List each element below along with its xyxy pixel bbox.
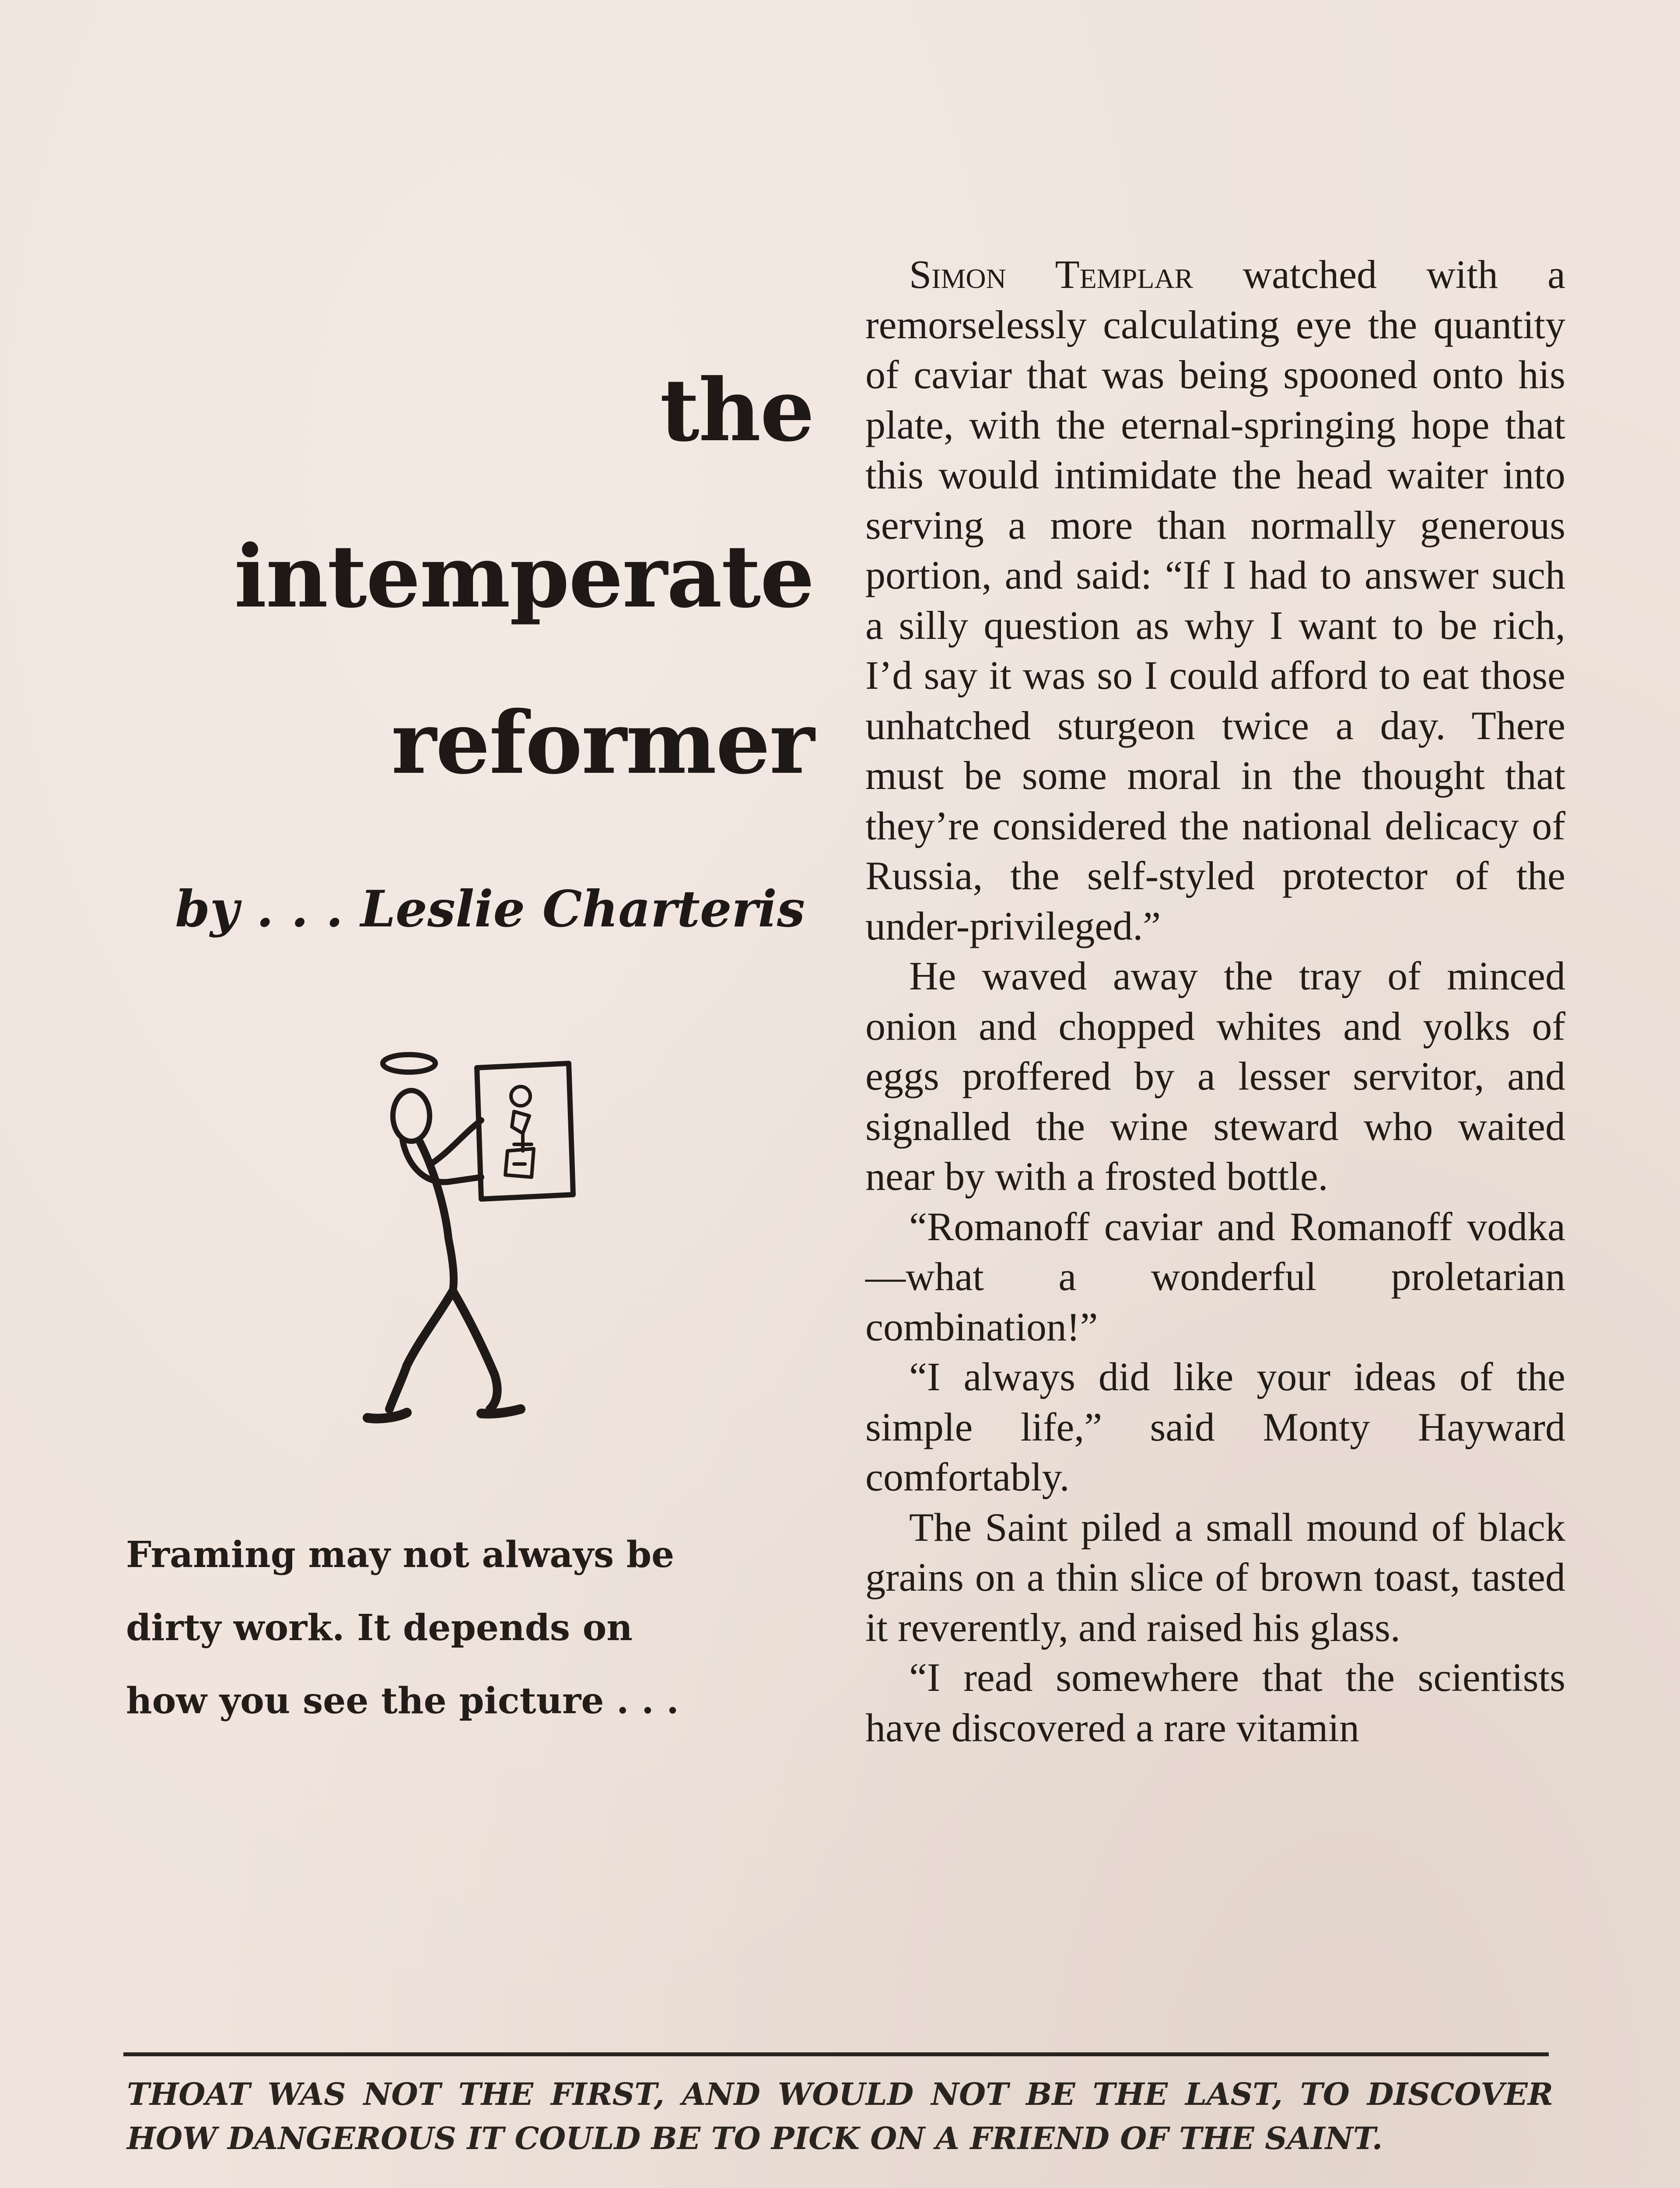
opening-smallcaps: Simon Templar (909, 252, 1194, 297)
story-paragraph: “Romanoff caviar and Romanoff vodka—what a wonderful proletarian combination!” (865, 1204, 1565, 1349)
blurb-footnote: THOAT WAS NOT THE FIRST, AND WOULD NOT BE THE LAST, TO DISCOVER HOW DANGEROUS IT COULD BE TO PICK ON A FRIEND OF THE SAINT. (127, 2076, 1553, 2156)
title-line-intemperate: intemperate (234, 526, 814, 627)
title-line-the: the (660, 360, 814, 461)
story-paragraph: He waved away the tray of minced onion and chopped whites and yolks of eggs proffered by a lesser servitor, and signalled the wine steward who waited near by with a frosted bottle. (865, 954, 1565, 1199)
story-paragraph: The Saint piled a small mound of black grains on a thin slice of brown toast, tasted it reverently, and raised his glass. (865, 1504, 1565, 1650)
story-body (865, 249, 1565, 1753)
saint-stick-figure-icon (350, 1033, 595, 1440)
story-paragraph: “I read somewhere that the scientists have discovered a rare vitamin (865, 1655, 1565, 1750)
story-teaser: Framing may not always be dirty work. It depends on how you see the picture . . . (126, 1534, 679, 1722)
title-line-reformer: reformer (391, 693, 814, 793)
top-divider (123, 2052, 1549, 2056)
story-paragraph: “I always did like your ideas of the simple life,” said Monty Hayward comfortably. (865, 1354, 1565, 1499)
story-paragraph: Simon Templar watched with a remorselessly calculating eye the quantity of caviar that was being spooned onto his plate, with the eternal-springing hope that this would intimidate the head waiter into serving a more than normally generous portion, and said: “If I had to answer such a silly question as why I want to be rich, I’d say it was so I could afford to eat those unhatched sturgeon twice a day. There must be some moral in the thought that they’re considered the national delicacy of Russia, the self-styled protector of the under-privileged.” (865, 252, 1566, 948)
author-byline: by . . . Leslie Charteris (175, 880, 805, 938)
story-title (131, 341, 814, 793)
